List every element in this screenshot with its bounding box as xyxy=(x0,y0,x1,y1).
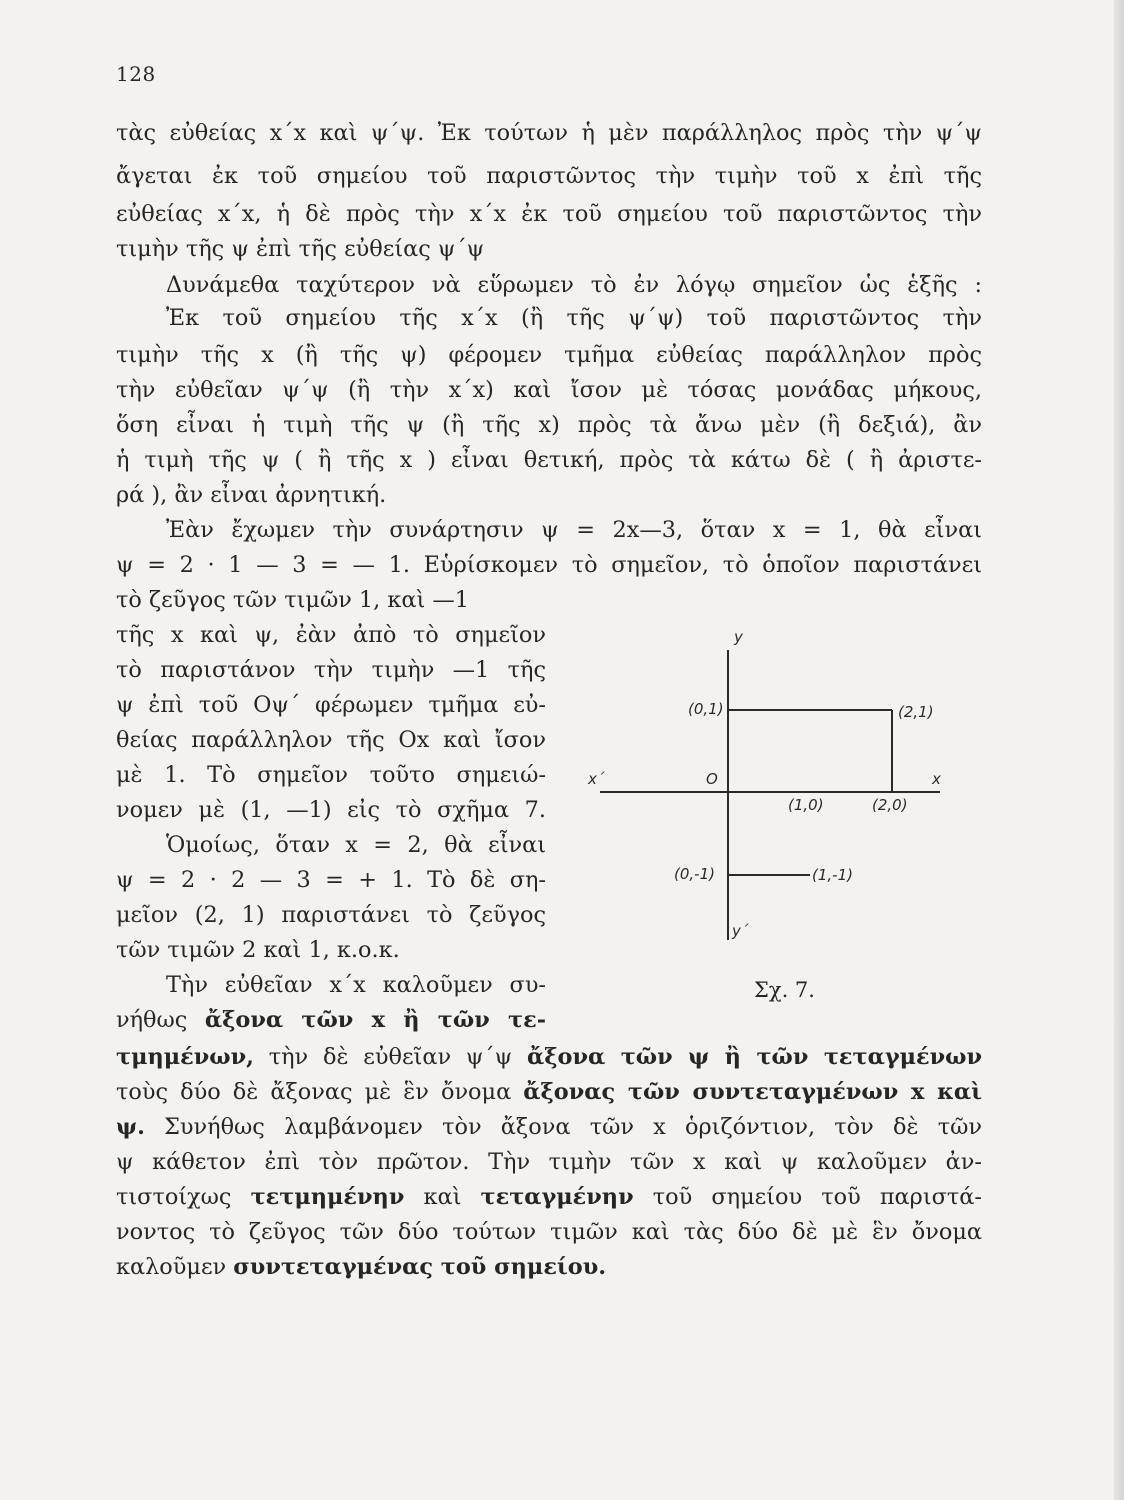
text-line: μεῖον (2, 1) παριστάνει τὸ ζεῦγος xyxy=(116,902,546,928)
text-line: νοντος τὸ ζεῦγος τῶν δύο τούτων τιμῶν καὶ τὰς δύο δὲ μὲ ἓν ὄνομα xyxy=(116,1219,982,1245)
text-line: τῶν τιμῶν 2 καὶ 1, κ.ο.κ. xyxy=(116,937,400,963)
label-origin: O xyxy=(706,770,718,788)
text-line: τὰς εὐθείας x΄x καὶ ψ΄ψ. Ἐκ τούτων ἡ μὲν παράλληλος πρὸς τὴν ψ΄ψ xyxy=(116,120,982,146)
text-line: τὸ ζεῦγος τῶν τιμῶν 1, καὶ —1 xyxy=(116,587,470,613)
text-line: ἄγεται ἐκ τοῦ σημείου τοῦ παριστῶντος τὴν τιμὴν τοῦ x ἐπὶ τῆς xyxy=(116,163,982,189)
bold-term: συντεταγμένας τοῦ σημείου. xyxy=(233,1254,607,1280)
text-line: τιμὴν τῆς x (ἢ τῆς ψ) φέρομεν τμῆμα εὐθείας παράλληλον πρὸς xyxy=(116,342,982,368)
text-line: τὸ παριστάνον τὴν τιμὴν —1 τῆς xyxy=(116,657,546,683)
label-point-0-m1: (0,-1) xyxy=(674,865,715,883)
bold-term: τετμημένην xyxy=(250,1184,405,1210)
text-line: τιμὴν τῆς ψ ἐπὶ τῆς εὐθείας ψ΄ψ xyxy=(116,236,485,262)
text-span: καὶ xyxy=(404,1184,481,1210)
text-line: ψ = 2 · 1 — 3 = — 1. Εὑρίσκομεν τὸ σημεῖον, τὸ ὁποῖον παριστάνει xyxy=(116,552,982,578)
text-line xyxy=(116,1252,606,1282)
text-span: τοὺς δύο δὲ ἄξονας μὲ ἓν ὄνομα xyxy=(116,1079,524,1105)
bold-term: ἄξονας τῶν συντεταγμένων x καὶ xyxy=(523,1079,982,1105)
text-line xyxy=(116,1042,982,1072)
text-line: νομεν μὲ (1, —1) εἰς τὸ σχῆμα 7. xyxy=(116,797,546,823)
text-span: νήθως xyxy=(116,1007,205,1033)
label-x: x xyxy=(932,770,941,788)
bold-term: ἄξονα τῶν x ἢ τῶν τε- xyxy=(204,1007,546,1033)
label-point-2-0: (2,0) xyxy=(872,796,908,814)
text-span: καλοῦμεν xyxy=(116,1254,234,1280)
text-line: τῆς x καὶ ψ, ἐὰν ἀπὸ τὸ σημεῖον xyxy=(116,622,546,648)
text-line: εὐθείας x΄x, ἡ δὲ πρὸς τὴν x΄x ἐκ τοῦ σημείου τοῦ παριστῶντος τὴν xyxy=(116,201,982,227)
label-x-neg: x΄ xyxy=(588,770,605,788)
text-line: Ὁμοίως, ὅταν x = 2, θὰ εἶναι xyxy=(166,832,546,858)
figure-coordinate-axes xyxy=(580,620,950,950)
label-y-neg: y΄ xyxy=(732,922,749,940)
text-span: τιστοίχως xyxy=(116,1184,251,1210)
text-line: ψ = 2 · 2 — 3 = + 1. Τὸ δὲ ση- xyxy=(116,867,546,893)
text-line: Τὴν εὐθεῖαν x΄x καλοῦμεν συ- xyxy=(166,972,546,998)
text-span: τὴν δὲ εὐθεῖαν ψ΄ψ xyxy=(253,1044,528,1070)
label-point-2-1: (2,1) xyxy=(898,703,934,721)
text-line: τὴν εὐθεῖαν ψ΄ψ (ἢ τὴν x΄x) καὶ ἴσον μὲ τόσας μονάδας μήκους, xyxy=(116,377,982,403)
text-line: μὲ 1. Τὸ σημεῖον τοῦτο σημειώ- xyxy=(116,762,546,788)
text-line xyxy=(116,1182,982,1212)
label-point-0-1: (0,1) xyxy=(688,700,724,718)
text-line xyxy=(116,1112,982,1142)
text-line: θείας παράλληλον τῆς Οx καὶ ἴσον xyxy=(116,727,546,753)
text-line xyxy=(116,1077,982,1107)
bold-term: ψ. xyxy=(116,1114,145,1140)
text-line: Ἐὰν ἔχωμεν τὴν συνάρτησιν ψ = 2x—3, ὅταν x = 1, θὰ εἶναι xyxy=(166,517,982,543)
page-edge-shadow xyxy=(1114,0,1124,1500)
bold-term: τμημένων, xyxy=(116,1044,254,1070)
text-line: ἡ τιμὴ τῆς ψ ( ἢ τῆς x ) εἶναι θετική, πρὸς τὰ κάτω δὲ ( ἢ ἀριστε- xyxy=(116,447,982,473)
text-span: τοῦ σημείου τοῦ παριστά- xyxy=(633,1184,982,1210)
figure-caption: Σχ. 7. xyxy=(754,978,815,1002)
text-line: Ἐκ τοῦ σημείου τῆς x΄x (ἢ τῆς ψ΄ψ) τοῦ παριστῶντος τὴν xyxy=(166,305,982,331)
bold-term: τεταγμένην xyxy=(480,1184,634,1210)
text-line: Δυνάμεθα ταχύτερον νὰ εὕρωμεν τὸ ἐν λόγῳ σημεῖον ὡς ἑξῆς : xyxy=(166,272,982,298)
bold-term: ἄξονα τῶν ψ ἢ τῶν τεταγμένων xyxy=(527,1044,982,1070)
text-line: ὅση εἶναι ἡ τιμὴ τῆς ψ (ἢ τῆς x) πρὸς τὰ ἄνω μὲν (ἢ δεξιά), ἂν xyxy=(116,412,982,438)
text-line: ψ ἐπὶ τοῦ Οψ΄ φέρωμεν τμῆμα εὐ- xyxy=(116,692,546,718)
label-y: y xyxy=(734,628,743,646)
label-point-1-0: (1,0) xyxy=(788,796,824,814)
text-line xyxy=(116,1005,546,1035)
page-number: 128 xyxy=(116,62,156,86)
figure-drawing xyxy=(580,620,950,950)
text-line: ψ κάθετον ἐπὶ τὸν πρῶτον. Τὴν τιμὴν τῶν x καὶ ψ καλοῦμεν ἀν- xyxy=(116,1149,982,1175)
text-line: ρά ), ἂν εἶναι ἀρνητική. xyxy=(116,482,387,508)
label-point-1-m1: (1,-1) xyxy=(812,866,853,884)
text-span: Συνήθως λαμβάνομεν τὸν ἄξονα τῶν x ὁριζόντιον, τὸν δὲ τῶν xyxy=(144,1114,982,1140)
